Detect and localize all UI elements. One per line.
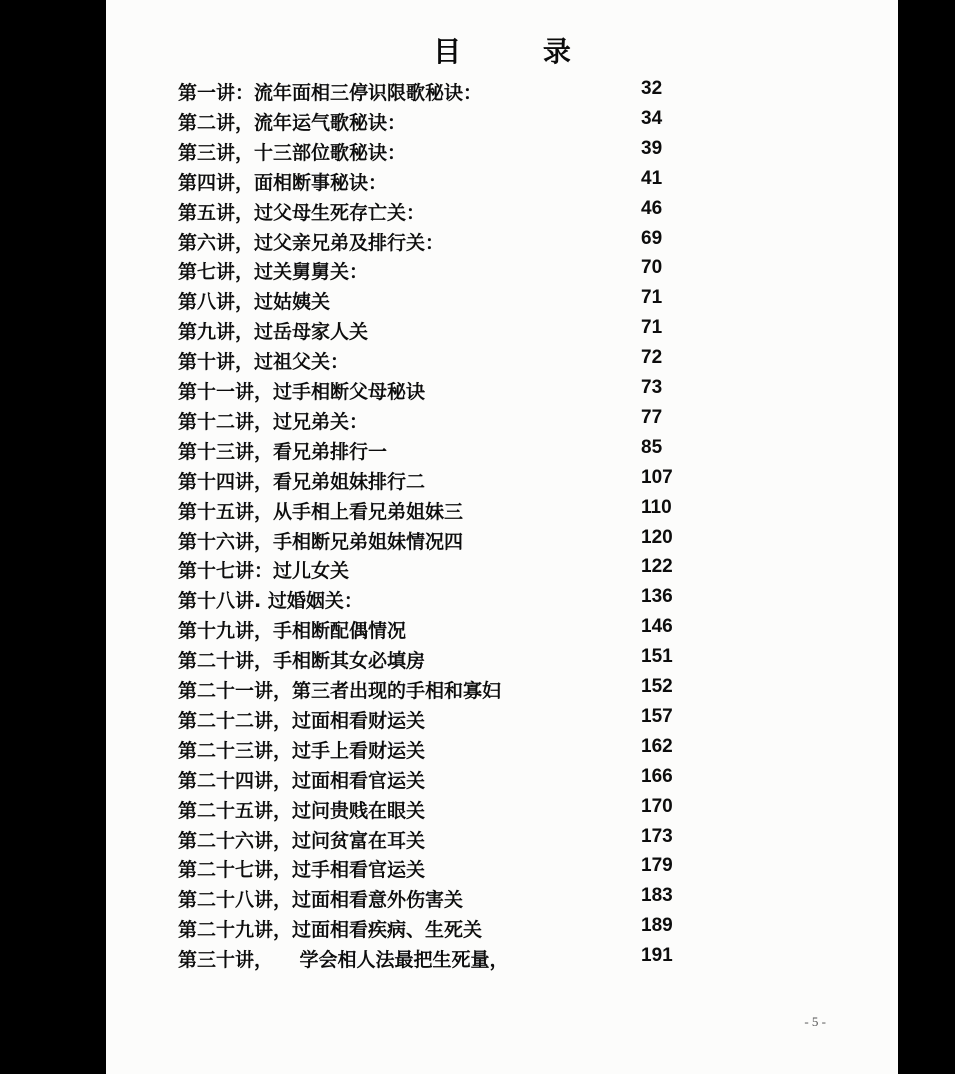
toc-entry-label: 第十一讲，过手相断父母秘诀 <box>178 381 426 403</box>
toc-entry <box>106 736 898 766</box>
toc-entry <box>106 78 898 108</box>
toc-title: 目 录 <box>433 35 607 68</box>
toc-entry <box>106 556 898 586</box>
toc-entry-label: 第二十五讲，过问贵贱在眼关 <box>178 799 426 822</box>
toc-entry-page: 122 <box>641 556 673 578</box>
toc-entry-label: 第十七讲：过儿女关 <box>178 560 350 583</box>
toc-entry-page: 72 <box>641 347 663 369</box>
toc-entry <box>106 945 898 975</box>
toc-entry <box>106 138 898 168</box>
toc-entry-label: 第六讲，过父亲兄弟及排行关： <box>178 231 445 254</box>
toc-entry-page: 189 <box>641 915 673 937</box>
toc-entry <box>106 377 898 407</box>
toc-entry-label: 第二十九讲，过面相看疾病、生死关 <box>178 919 483 942</box>
toc-entry-page: 71 <box>641 317 663 339</box>
toc-entry <box>106 676 898 706</box>
toc-entry-page: 41 <box>641 167 663 189</box>
toc-entry-label: 第二十一讲，第三者出现的手相和寡妇 <box>178 680 502 702</box>
toc-entry <box>106 198 898 228</box>
toc-entry-label: 第二十讲，手相断其女必填房 <box>178 650 426 673</box>
toc-entry <box>106 796 898 826</box>
document-page <box>106 0 898 1074</box>
toc-entry-label: 第二十四讲，过面相看官运关 <box>178 769 426 792</box>
toc-entry-label: 第九讲，过岳母家人关 <box>178 321 369 344</box>
toc-entry-page: 71 <box>641 287 663 309</box>
toc-entry <box>106 407 898 437</box>
toc-entry-page: 146 <box>641 616 673 638</box>
toc-entry <box>106 826 898 856</box>
toc-entry-page: 179 <box>641 855 673 877</box>
toc-entry-label: 第二十八讲，过面相看意外伤害关 <box>178 889 464 912</box>
toc-entry-label: 第二讲，流年运气歌秘诀： <box>178 111 407 134</box>
toc-entry <box>106 527 898 557</box>
toc-entry-page: 136 <box>641 586 673 608</box>
toc-entry <box>106 885 898 915</box>
toc-entry-page: 166 <box>641 765 673 787</box>
toc-entry <box>106 497 898 527</box>
toc-entry-label: 第十四讲，看兄弟姐妹排行二 <box>178 470 426 493</box>
toc-entry-page: 32 <box>641 78 663 99</box>
toc-entry-page: 183 <box>641 885 673 907</box>
toc-entry <box>106 287 898 317</box>
toc-entry <box>106 915 898 945</box>
toc-entry-label: 第十八讲. 过婚姻关： <box>178 590 363 613</box>
toc-entry-page: 152 <box>641 676 673 697</box>
toc-entry-page: 85 <box>641 436 663 458</box>
toc-entry-page: 70 <box>641 257 663 279</box>
toc-entry-page: 120 <box>641 526 673 548</box>
toc-entry-page: 77 <box>641 406 663 428</box>
toc-entry-label: 第十二讲，过兄弟关： <box>178 410 369 433</box>
toc-entry <box>106 168 898 198</box>
toc-entry-label: 第二十三讲，过手上看财运关 <box>178 739 426 762</box>
toc-entry <box>106 437 898 467</box>
toc-entry-label: 第十九讲，手相断配偶情况 <box>178 620 407 643</box>
toc-entry <box>106 467 898 497</box>
toc-entry-label: 第十六讲，手相断兄弟姐妹情况四 <box>178 530 464 553</box>
toc-entry <box>106 855 898 885</box>
toc-entry <box>106 257 898 287</box>
toc-entry-label: 第四讲，面相断事秘诀： <box>178 171 388 194</box>
toc-entry-page: 162 <box>641 735 673 757</box>
toc-entry <box>106 646 898 676</box>
toc-entry-label: 第七讲，过关舅舅关： <box>178 261 369 284</box>
toc-entry <box>106 228 898 258</box>
toc-entry-page: 39 <box>641 137 663 159</box>
toc-entry-page: 73 <box>641 377 663 398</box>
toc-entry-label: 第十三讲，看兄弟排行一 <box>178 440 388 463</box>
toc-entry <box>106 317 898 347</box>
toc-entry-page: 151 <box>641 646 673 668</box>
toc-entry-label: 第二十七讲，过手相看官运关 <box>178 859 426 882</box>
toc-entry-label: 第十讲，过祖父关： <box>178 351 350 374</box>
toc-entry <box>106 766 898 796</box>
toc-entry-page: 173 <box>641 825 673 847</box>
toc-entry-label: 第二十六讲，过问贫富在耳关 <box>178 829 426 852</box>
toc-entry-page: 157 <box>641 705 673 727</box>
toc-entry <box>106 347 898 377</box>
toc-entry-page: 46 <box>641 197 663 219</box>
toc-entry-page: 191 <box>641 945 673 967</box>
toc-entry-label: 第五讲，过父母生死存亡关： <box>178 201 426 224</box>
toc-entry-page: 170 <box>641 795 673 817</box>
toc-entry-page: 110 <box>641 496 672 518</box>
toc-entry-page: 69 <box>641 227 663 249</box>
toc-entry <box>106 108 898 138</box>
toc-entry-page: 34 <box>641 107 663 129</box>
toc-entry-label: 第二十二讲，过面相看财运关 <box>178 709 426 732</box>
toc-entry-label: 第三讲，十三部位歌秘诀： <box>178 141 407 164</box>
toc-entry <box>106 586 898 616</box>
toc-entry-page: 107 <box>641 466 673 488</box>
toc-entry-label: 第八讲，过姑姨关 <box>178 291 331 314</box>
toc-entry <box>106 706 898 736</box>
toc-entry-label: 第十五讲，从手相上看兄弟姐妹三 <box>178 500 464 523</box>
toc-entry-label: 第三十讲， 学会相人法最把生死量， <box>178 949 509 972</box>
page-number: - 5 - <box>804 1014 826 1029</box>
toc-entry-label: 第一讲：流年面相三停识限歌秘诀： <box>178 82 483 104</box>
toc-entry <box>106 616 898 646</box>
